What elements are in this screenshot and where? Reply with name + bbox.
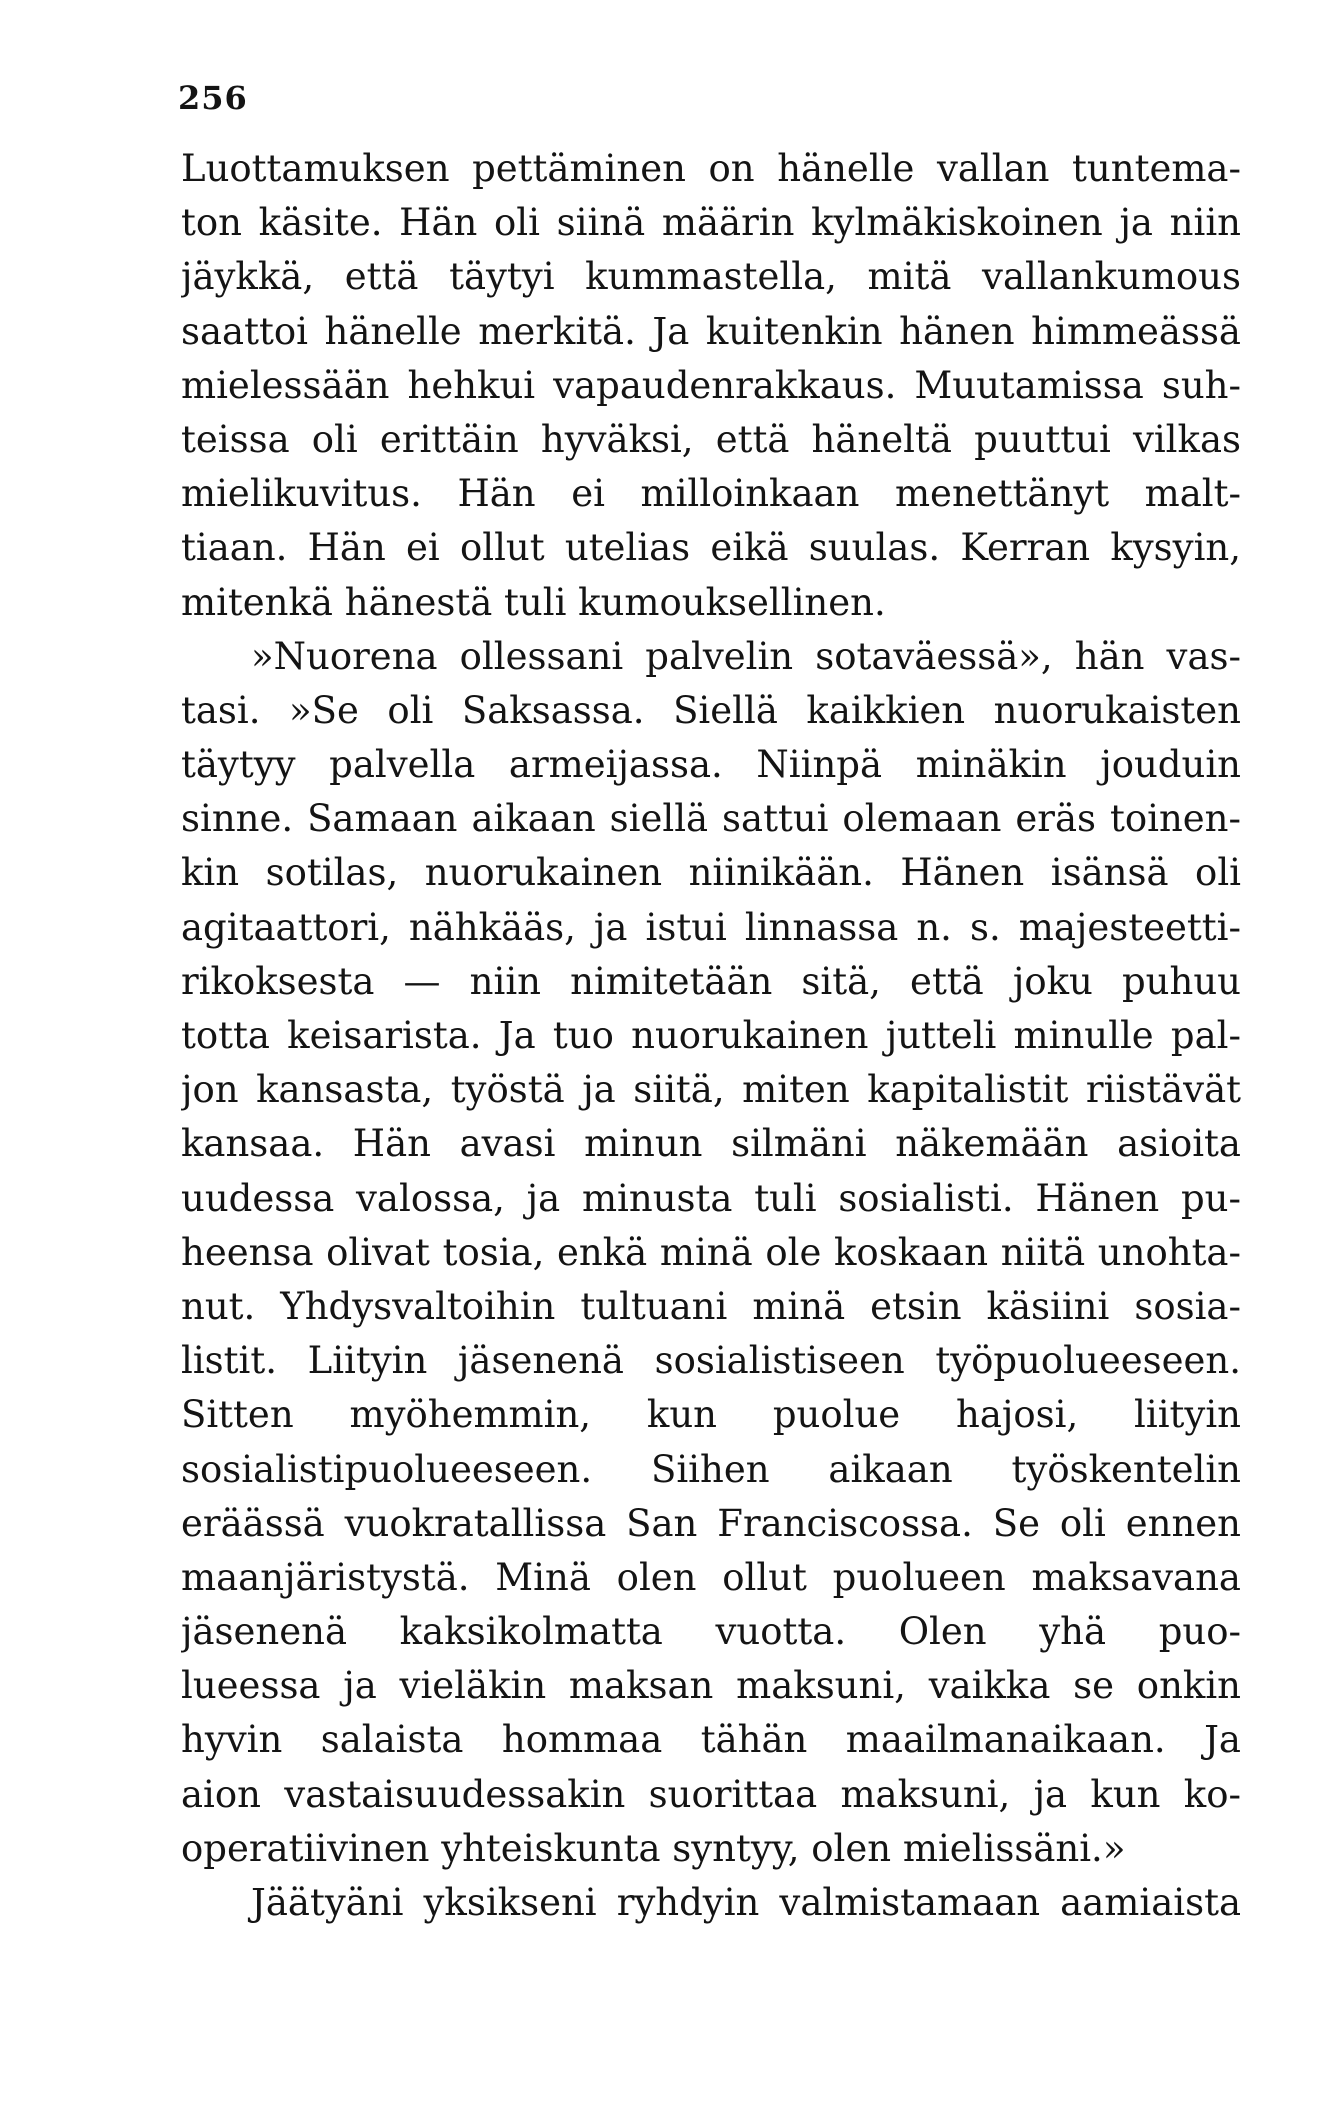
text-line: hyvin salaista hommaa tähän maailmanaikaan. Ja	[181, 1718, 1241, 1762]
text-line: lueessa ja vieläkin maksan maksuni, vaikka se onkin	[181, 1664, 1241, 1708]
text-line: sinne. Samaan aikaan siellä sattui olemaan eräs toinen-	[181, 797, 1241, 841]
text-line: teissa oli erittäin hyväksi, että häneltä puuttui vilkas	[181, 417, 1241, 461]
text-line: täytyy palvella armeijassa. Niinpä minäkin jouduin	[181, 743, 1241, 787]
text-line: operatiivinen yhteiskunta syntyy, olen mielissäni.»	[181, 1826, 1126, 1870]
text-line: eräässä vuokratallissa San Franciscossa. Se oli ennen	[181, 1501, 1241, 1545]
text-line: listit. Liityin jäsenenä sosialistiseen työpuolueeseen.	[181, 1339, 1241, 1383]
text-line: tasi. »Se oli Saksassa. Siellä kaikkien nuorukaisten	[181, 688, 1241, 732]
text-line: Luottamuksen pettäminen on hänelle vallan tuntema-	[181, 147, 1241, 190]
text-line: sosialistipuolueeseen. Siihen aikaan työskentelin	[181, 1447, 1241, 1491]
text-line: maanjäristystä. Minä olen ollut puolueen maksavana	[181, 1555, 1241, 1599]
text-line: aion vastaisuudessakin suorittaa maksuni, ja kun ko-	[181, 1772, 1241, 1816]
page-number: 256	[178, 79, 248, 117]
text-line: totta keisarista. Ja tuo nuorukainen jutteli minulle pal-	[181, 1014, 1241, 1057]
text-line: mielessään hehkui vapaudenrakkaus. Muutamissa suh-	[181, 363, 1241, 407]
text-line: Sitten myöhemmin, kun puolue hajosi, liityin	[181, 1393, 1241, 1437]
text-line: »Nuorena ollessani palvelin sotaväessä», hän vas-	[251, 634, 1241, 678]
text-line: kin sotilas, nuorukainen niinikään. Hänen isänsä oli	[181, 851, 1241, 895]
text-line: agitaattori, nähkääs, ja istui linnassa n. s. majesteetti-	[181, 905, 1241, 949]
body-text	[181, 142, 1241, 1930]
text-line: tiaan. Hän ei ollut utelias eikä suulas. Kerran kysyin,	[181, 526, 1241, 570]
text-line: uudessa valossa, ja minusta tuli sosialisti. Hänen pu-	[181, 1176, 1241, 1220]
text-line: mitenkä hänestä tuli kumouksellinen.	[181, 580, 886, 624]
text-line: ton käsite. Hän oli siinä määrin kylmäkiskoinen ja niin	[181, 201, 1241, 245]
text-line: jon kansasta, työstä ja siitä, miten kapitalistit riistävät	[181, 1068, 1241, 1112]
text-line: jäsenenä kaksikolmatta vuotta. Olen yhä puo-	[181, 1610, 1241, 1654]
text-line: nut. Yhdysvaltoihin tultuani minä etsin käsiini sosia-	[181, 1284, 1241, 1328]
text-line: saattoi hänelle merkitä. Ja kuitenkin hänen himmeässä	[181, 309, 1241, 353]
text-line: jäykkä, että täytyi kummastella, mitä vallankumous	[181, 255, 1241, 299]
text-line: mielikuvitus. Hän ei milloinkaan menettänyt malt-	[181, 472, 1241, 516]
text-line: heensa olivat tosia, enkä minä ole koskaan niitä unohta-	[181, 1230, 1241, 1274]
text-line: Jäätyäni yksikseni ryhdyin valmistamaan aamiaista	[251, 1881, 1241, 1924]
text-line: rikoksesta — niin nimitetään sitä, että joku puhuu	[181, 959, 1241, 1003]
text-line: kansaa. Hän avasi minun silmäni näkemään asioita	[181, 1122, 1241, 1166]
